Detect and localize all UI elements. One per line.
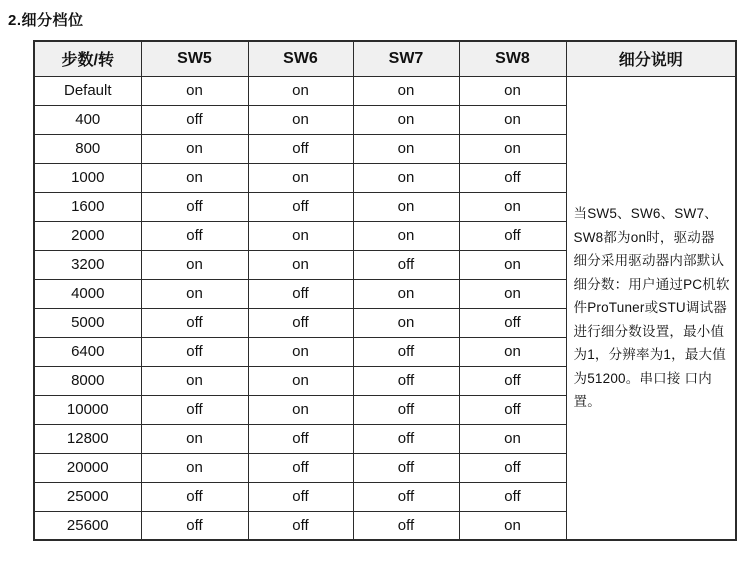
sw6-cell: on [248, 163, 353, 192]
sw6-cell: off [248, 424, 353, 453]
col-header-sw6: SW6 [248, 41, 353, 76]
sw7-cell: on [353, 279, 459, 308]
sw5-cell: on [141, 366, 248, 395]
sw8-cell: off [459, 482, 566, 511]
steps-per-rev-cell: 2000 [34, 221, 141, 250]
sw8-cell: off [459, 221, 566, 250]
sw6-cell: on [248, 395, 353, 424]
sw8-cell: off [459, 395, 566, 424]
sw5-cell: off [141, 221, 248, 250]
sw7-cell: on [353, 163, 459, 192]
sw8-cell: on [459, 250, 566, 279]
sw7-cell: off [353, 250, 459, 279]
sw7-cell: on [353, 221, 459, 250]
steps-per-rev-cell: 3200 [34, 250, 141, 279]
steps-per-rev-cell: 4000 [34, 279, 141, 308]
sw8-cell: on [459, 511, 566, 540]
sw7-cell: on [353, 76, 459, 105]
sw8-cell: on [459, 134, 566, 163]
steps-per-rev-cell: 5000 [34, 308, 141, 337]
col-header-sw5: SW5 [141, 41, 248, 76]
sw7-cell: off [353, 337, 459, 366]
sw8-cell: off [459, 163, 566, 192]
sw6-cell: on [248, 366, 353, 395]
sw6-cell: on [248, 221, 353, 250]
sw6-cell: off [248, 134, 353, 163]
col-header-description: 细分说明 [566, 41, 736, 76]
sw7-cell: on [353, 105, 459, 134]
sw7-cell: off [353, 366, 459, 395]
description-note-cell: 当SW5、SW6、SW7、SW8都为on时，驱动器 细分采用驱动器内部默认细分数：用户通过PC机软件ProTuner或STU调试器进行细分数设置，最小值为1，分辨率为1，最大值为51200。串口接 口内置。 [566, 76, 736, 540]
steps-per-rev-cell: 1600 [34, 192, 141, 221]
sw5-cell: on [141, 163, 248, 192]
sw6-cell: off [248, 511, 353, 540]
table-header [34, 41, 736, 76]
microstep-table [33, 40, 737, 541]
steps-per-rev-cell: 1000 [34, 163, 141, 192]
sw7-cell: off [353, 453, 459, 482]
sw8-cell: on [459, 337, 566, 366]
page-title: 2.细分档位 [8, 12, 84, 29]
sw5-cell: off [141, 395, 248, 424]
sw8-cell: on [459, 279, 566, 308]
sw5-cell: on [141, 453, 248, 482]
steps-per-rev-cell: 10000 [34, 395, 141, 424]
sw7-cell: off [353, 482, 459, 511]
sw5-cell: off [141, 192, 248, 221]
sw8-cell: off [459, 366, 566, 395]
steps-per-rev-cell: 25600 [34, 511, 141, 540]
sw8-cell: on [459, 192, 566, 221]
sw5-cell: off [141, 511, 248, 540]
sw5-cell: off [141, 308, 248, 337]
sw7-cell: on [353, 308, 459, 337]
sw6-cell: off [248, 279, 353, 308]
sw6-cell: on [248, 250, 353, 279]
sw5-cell: on [141, 134, 248, 163]
steps-per-rev-cell: 6400 [34, 337, 141, 366]
col-header-sw7: SW7 [353, 41, 459, 76]
steps-per-rev-cell: 25000 [34, 482, 141, 511]
sw6-cell: off [248, 192, 353, 221]
sw7-cell: off [353, 395, 459, 424]
steps-per-rev-cell: 20000 [34, 453, 141, 482]
col-header-steps-per-rev: 步数/转 [34, 41, 141, 76]
col-header-sw8: SW8 [459, 41, 566, 76]
table-row [34, 76, 736, 105]
steps-per-rev-cell: Default [34, 76, 141, 105]
steps-per-rev-cell: 12800 [34, 424, 141, 453]
sw6-cell: off [248, 453, 353, 482]
sw7-cell: on [353, 192, 459, 221]
sw6-cell: on [248, 76, 353, 105]
sw5-cell: on [141, 279, 248, 308]
sw5-cell: on [141, 76, 248, 105]
sw5-cell: on [141, 424, 248, 453]
header-row [34, 41, 736, 76]
sw6-cell: off [248, 308, 353, 337]
steps-per-rev-cell: 400 [34, 105, 141, 134]
table-body [34, 76, 736, 540]
sw6-cell: on [248, 337, 353, 366]
sw5-cell: on [141, 250, 248, 279]
sw5-cell: off [141, 105, 248, 134]
sw8-cell: on [459, 105, 566, 134]
sw7-cell: off [353, 511, 459, 540]
sw6-cell: off [248, 482, 353, 511]
sw7-cell: on [353, 134, 459, 163]
steps-per-rev-cell: 800 [34, 134, 141, 163]
sw8-cell: off [459, 453, 566, 482]
steps-per-rev-cell: 8000 [34, 366, 141, 395]
sw8-cell: on [459, 424, 566, 453]
sw7-cell: off [353, 424, 459, 453]
sw8-cell: off [459, 308, 566, 337]
sw5-cell: off [141, 482, 248, 511]
sw5-cell: off [141, 337, 248, 366]
sw6-cell: on [248, 105, 353, 134]
sw8-cell: on [459, 76, 566, 105]
